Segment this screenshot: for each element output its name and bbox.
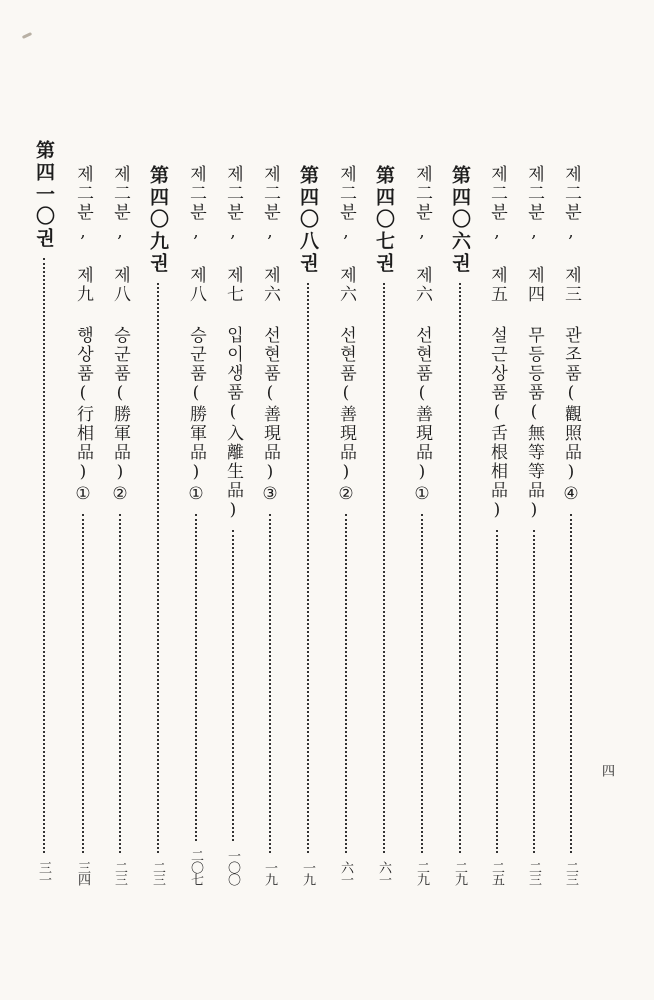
volume-page: 二三 <box>150 861 165 885</box>
toc-entry <box>187 165 204 885</box>
entry-page: 二〇七 <box>188 849 203 885</box>
volume-title: 第四〇七권 <box>373 165 395 275</box>
entry-title: 제二분, 제三 관조품(觀照品)④ <box>561 165 581 506</box>
volume-page: 三一 <box>36 861 51 885</box>
toc-entry <box>337 165 354 885</box>
entry-page: 二三 <box>563 861 578 885</box>
volume-page: 六一 <box>376 861 391 885</box>
entry-title: 제二분, 제六 선현품(善現品)③ <box>260 165 280 506</box>
page-number: 四 <box>599 764 614 777</box>
entry-title: 제二분, 제五 설근상품(舌根相品) <box>487 165 507 522</box>
entry-page: 二三 <box>526 861 541 885</box>
dot-leader <box>570 514 572 853</box>
toc-entry <box>111 165 128 885</box>
volume-title: 第四一〇권 <box>33 140 55 250</box>
dot-leader <box>119 514 121 853</box>
dot-leader <box>307 283 309 853</box>
toc-entry <box>224 165 241 885</box>
entry-page: 一九 <box>262 861 277 885</box>
volume-page: 二九 <box>452 861 467 885</box>
toc-entry <box>525 165 542 885</box>
dot-leader <box>459 283 461 853</box>
dot-leader <box>157 283 159 853</box>
dot-leader <box>383 283 385 853</box>
dot-leader <box>269 514 271 853</box>
volume-title: 第四〇八권 <box>297 165 319 275</box>
entry-title: 제二분, 제六 선현품(善現品)① <box>412 165 432 506</box>
volume-heading <box>450 165 469 885</box>
entry-title: 제二분, 제八 승군품(勝軍品)① <box>186 165 206 506</box>
dot-leader <box>43 258 45 853</box>
entry-page: 二九 <box>414 861 429 885</box>
dot-leader <box>533 530 535 853</box>
volume-heading <box>34 140 53 885</box>
volume-heading <box>374 165 393 885</box>
volume-page: 一九 <box>300 861 315 885</box>
volume-heading <box>298 165 317 885</box>
dot-leader <box>496 530 498 853</box>
toc-entry <box>74 165 91 885</box>
dot-leader <box>421 514 423 853</box>
dot-leader <box>232 530 234 841</box>
entry-title: 제二분, 제四 무등등품(無等等品) <box>524 165 544 522</box>
entry-title: 제二분, 제六 선현품(善現品)② <box>336 165 356 506</box>
entry-page: 六一 <box>338 861 353 885</box>
entry-page: 一〇〇 <box>225 849 240 885</box>
entry-page: 二五 <box>489 861 504 885</box>
entry-title: 제二분, 제九 행상품(行相品)① <box>73 165 93 506</box>
toc-entry <box>562 165 579 885</box>
volume-title: 第四〇六권 <box>449 165 471 275</box>
dot-leader <box>195 514 197 841</box>
toc-entry <box>261 165 278 885</box>
entry-title: 제二분, 제七 입이생품(入離生品) <box>223 165 243 522</box>
volume-heading <box>148 165 167 885</box>
entry-title: 제二분, 제八 승군품(勝軍品)② <box>110 165 130 506</box>
dot-leader <box>82 514 84 853</box>
dot-leader <box>345 514 347 853</box>
entry-page: 二三 <box>112 861 127 885</box>
volume-title: 第四〇九권 <box>147 165 169 275</box>
toc-entry <box>488 165 505 885</box>
entry-page: 三四 <box>75 861 90 885</box>
toc-entry <box>413 165 430 885</box>
